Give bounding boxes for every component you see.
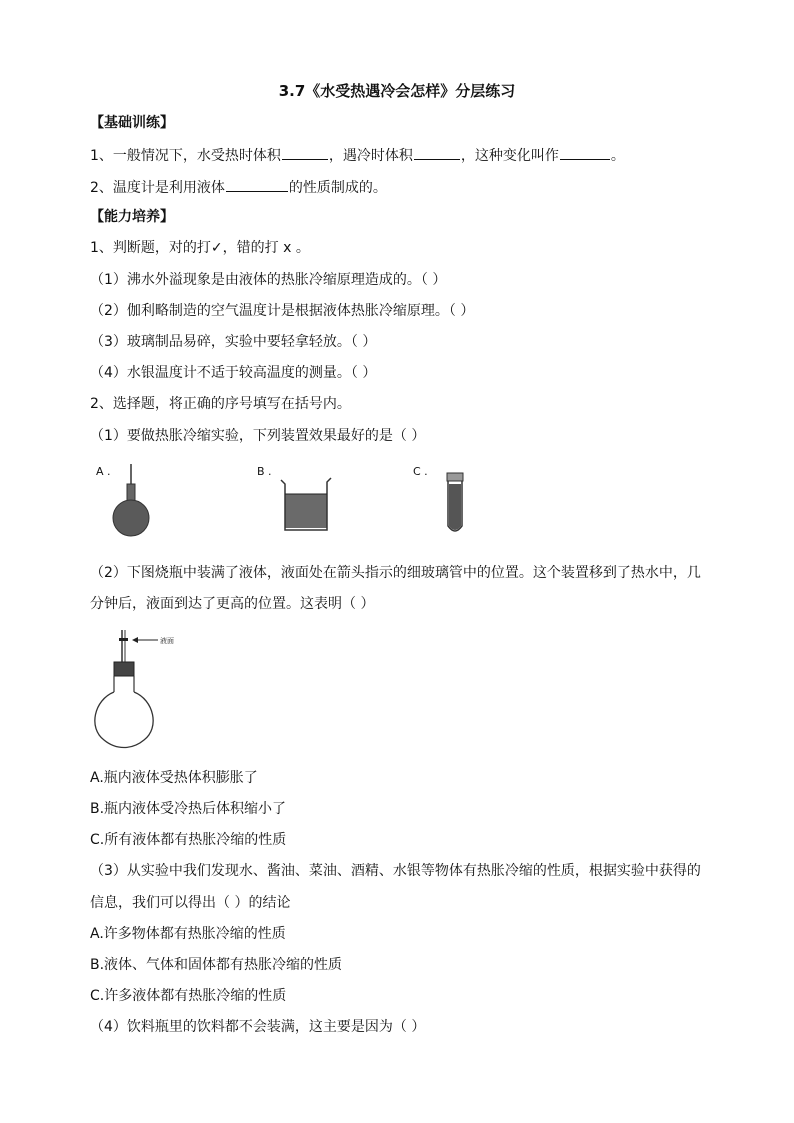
liquid-level-label: 液面 <box>160 637 174 645</box>
q1-blank-1[interactable] <box>282 145 328 160</box>
flask-neck <box>127 484 135 502</box>
flask-bulb <box>113 500 149 536</box>
choice-2-option-a: A.瓶内液体受热体积膨胀了 <box>90 770 258 786</box>
judge-item-4: （4）水银温度计不适于较高温度的测量。（ ） <box>90 365 377 381</box>
round-flask-figure <box>105 462 165 537</box>
choice-3-option-c: C.许多液体都有热胀冷缩的性质 <box>90 988 287 1004</box>
section-heading-basic: 【基础训练】 <box>90 115 174 131</box>
judge-intro: 1、判断题，对的打✓，错的打 x 。 <box>90 240 310 256</box>
liquid-level-mark <box>119 638 128 641</box>
choice-1-option-b-label: B . <box>257 465 272 478</box>
choice-4-question: （4）饮料瓶里的饮料都不会装满，这主要是因为（ ） <box>90 1019 426 1035</box>
q2-blank[interactable] <box>226 177 288 192</box>
q2-text-a: 2、温度计是利用液体 <box>90 180 225 196</box>
choice-3-question-line-1: （3）从实验中我们发现水、酱油、菜油、酒精、水银等物体有热胀冷缩的性质，根据实验中获得的 <box>90 863 701 879</box>
test-tube-liquid <box>449 484 461 530</box>
test-tube-stopper <box>447 473 463 481</box>
choice-1-option-a-label: A . <box>96 465 111 478</box>
q1-text-d: 。 <box>610 148 625 164</box>
choice-3-option-a: A.许多物体都有热胀冷缩的性质 <box>90 926 286 942</box>
q1-blank-3[interactable] <box>560 145 610 160</box>
q1-blank-2[interactable] <box>414 145 460 160</box>
choice-3-option-b: B.液体、气体和固体都有热胀冷缩的性质 <box>90 957 343 973</box>
beaker-figure <box>275 472 345 537</box>
flask-liquid-level-figure <box>90 628 190 753</box>
choice-intro: 2、选择题，将正确的序号填写在括号内。 <box>90 396 351 412</box>
test-tube-figure <box>440 470 470 536</box>
q1-text-c: ，这种变化叫作 <box>460 148 559 164</box>
basic-question-2 <box>90 177 387 198</box>
choice-2-question-line-2: 分钟后，液面到达了更高的位置。这表明（ ） <box>90 596 375 612</box>
choice-2-option-c: C.所有液体都有热胀冷缩的性质 <box>90 832 287 848</box>
choice-2-option-b: B.瓶内液体受冷热后体积缩小了 <box>90 801 287 817</box>
beaker-liquid <box>285 494 327 528</box>
section-heading-ability: 【能力培养】 <box>90 209 174 225</box>
judge-item-2: （2）伽利略制造的空气温度计是根据液体热胀冷缩原理。（ ） <box>90 303 475 319</box>
flask-stopper <box>114 662 134 676</box>
choice-1-question: （1）要做热胀冷缩实验，下列装置效果最好的是（ ） <box>90 428 426 444</box>
q1-text-b: ，遇冷时体积 <box>328 148 413 164</box>
judge-item-1: （1）沸水外溢现象是由液体的热胀冷缩原理造成的。（ ） <box>90 272 447 288</box>
basic-question-1 <box>90 145 625 166</box>
q1-text-a: 1、一般情况下，水受热时体积 <box>90 148 281 164</box>
q2-text-b: 的性质制成的。 <box>288 180 387 196</box>
page-title: 3.7《水受热遇冷会怎样》分层练习 <box>278 82 516 100</box>
choice-2-question-line-1: （2）下图烧瓶中装满了液体，液面处在箭头指示的细玻璃管中的位置。这个装置移到了热水中，几 <box>90 565 701 581</box>
judge-item-3: （3）玻璃制品易碎，实验中要轻拿轻放。（ ） <box>90 334 377 350</box>
choice-1-option-c-label: C . <box>413 465 428 478</box>
arrow-head <box>132 637 138 643</box>
choice-3-question-line-2: 信息，我们可以得出（ ）的结论 <box>90 895 291 911</box>
flask-body <box>95 692 153 748</box>
